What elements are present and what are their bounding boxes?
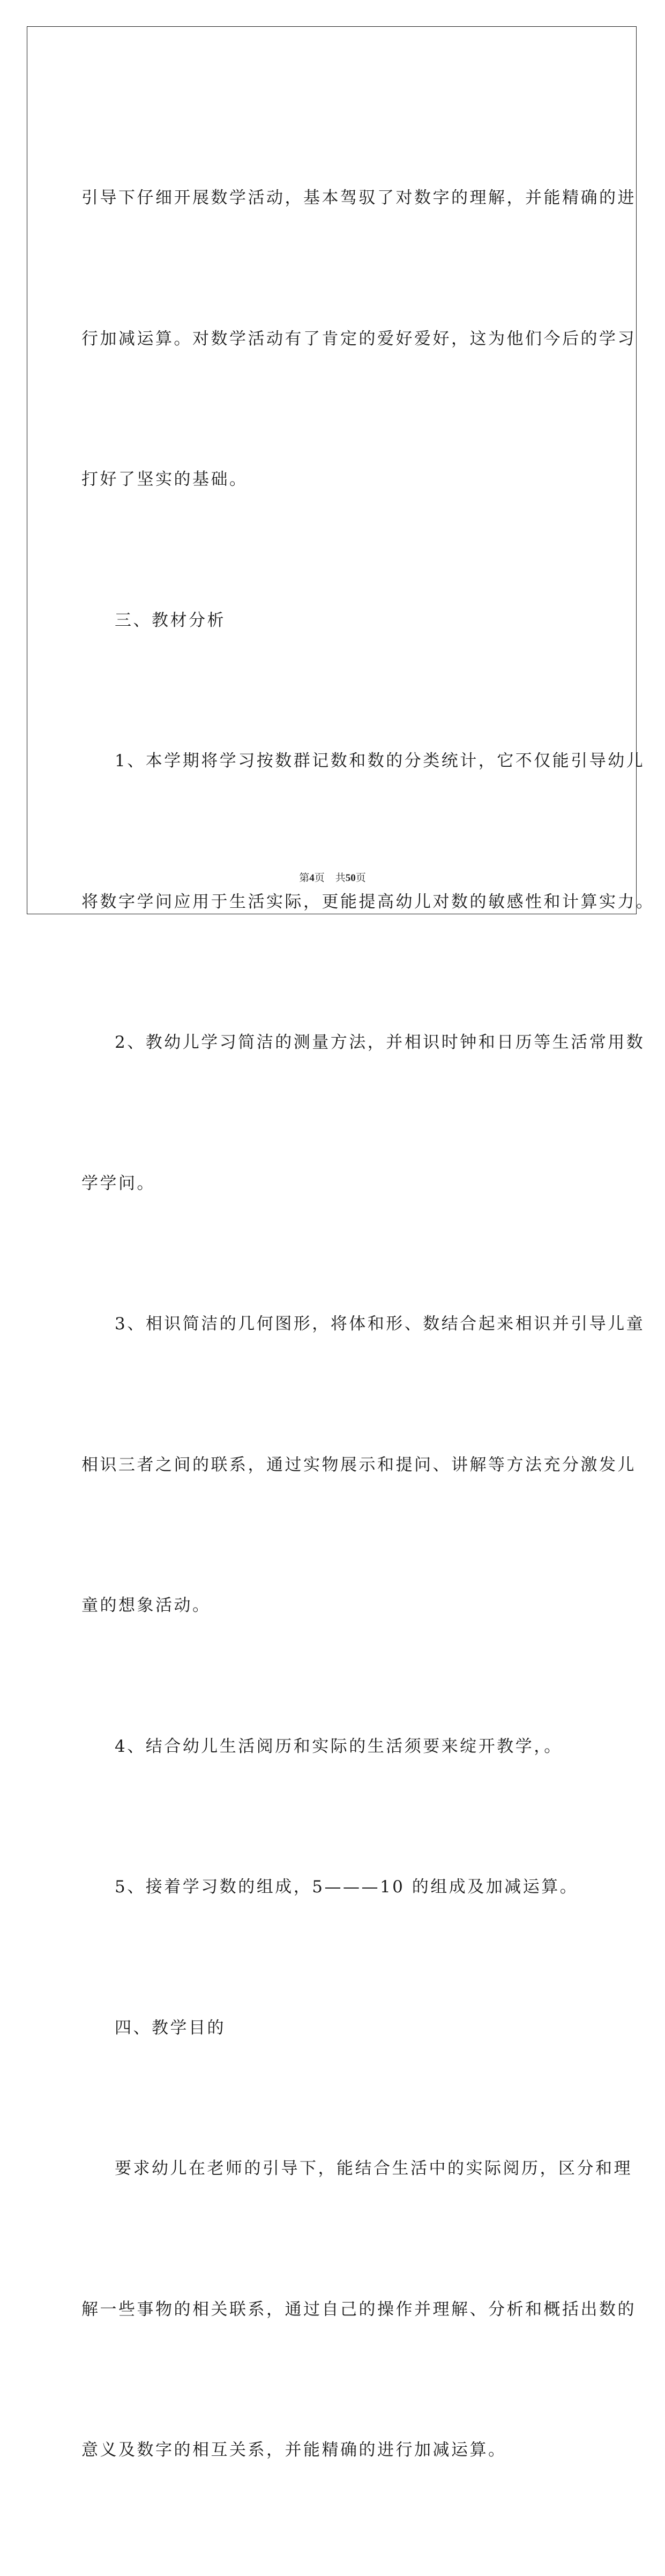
text-line: 意义及数字的相互关系，并能精确的进行加减运算。 bbox=[81, 2440, 507, 2460]
text-line: 要求幼儿在老师的引导下，能结合生活中的实际阅历，区分和理 bbox=[115, 2159, 632, 2178]
text-line: 4、结合幼儿生活阅历和实际的生活须要来绽开教学，。 bbox=[115, 1736, 563, 1756]
document-body bbox=[81, 89, 655, 2576]
text-line: 打好了坚实的基础。 bbox=[81, 470, 248, 489]
text-line: 相识三者之间的联系，通过实物展示和提问、讲解等方法充分激发儿 bbox=[81, 1455, 636, 1475]
body-text bbox=[81, 89, 655, 2576]
footer-total-suffix: 页 bbox=[355, 872, 366, 884]
text-line: 1、本学期将学习按数群记数和数的分类统计，它不仅能引导幼儿 bbox=[115, 751, 645, 771]
text-line: 学学问。 bbox=[81, 1173, 155, 1193]
text-line: 将数字学问应用于生活实际，更能提高幼儿对数的敏感性和计算实力。 bbox=[81, 892, 655, 912]
text-line: 行加减运算。对数学活动有了肯定的爱好爱好，这为他们今后的学习 bbox=[81, 329, 636, 349]
footer-total-pages: 50 bbox=[345, 872, 356, 884]
text-line: 引导下仔细开展数学活动，基本驾驭了对数字的理解，并能精确的进 bbox=[81, 188, 636, 208]
section-heading: 三、教材分析 bbox=[115, 610, 226, 630]
text-line: 3、相识简洁的几何图形，将体和形、数结合起来相识并引导儿童 bbox=[115, 1314, 645, 1334]
footer-page-suffix: 页 bbox=[314, 872, 325, 884]
text-line: 5、接着学习数的组成，5———10 的组成及加减运算。 bbox=[115, 1877, 579, 1897]
page-footer bbox=[0, 870, 665, 884]
section-heading: 四、教学目的 bbox=[115, 2018, 226, 2038]
text-line: 解一些事物的相关联系，通过自己的操作并理解、分析和概括出数的 bbox=[81, 2299, 636, 2319]
footer-page-number: 4 bbox=[309, 872, 315, 884]
footer-page-prefix: 第 bbox=[299, 872, 310, 884]
text-line: 2、教幼儿学习简洁的测量方法，并相识时钟和日历等生活常用数 bbox=[115, 1033, 645, 1052]
text-line: 童的想象活动。 bbox=[81, 1596, 211, 1615]
footer-total-prefix: 共 bbox=[335, 872, 346, 884]
